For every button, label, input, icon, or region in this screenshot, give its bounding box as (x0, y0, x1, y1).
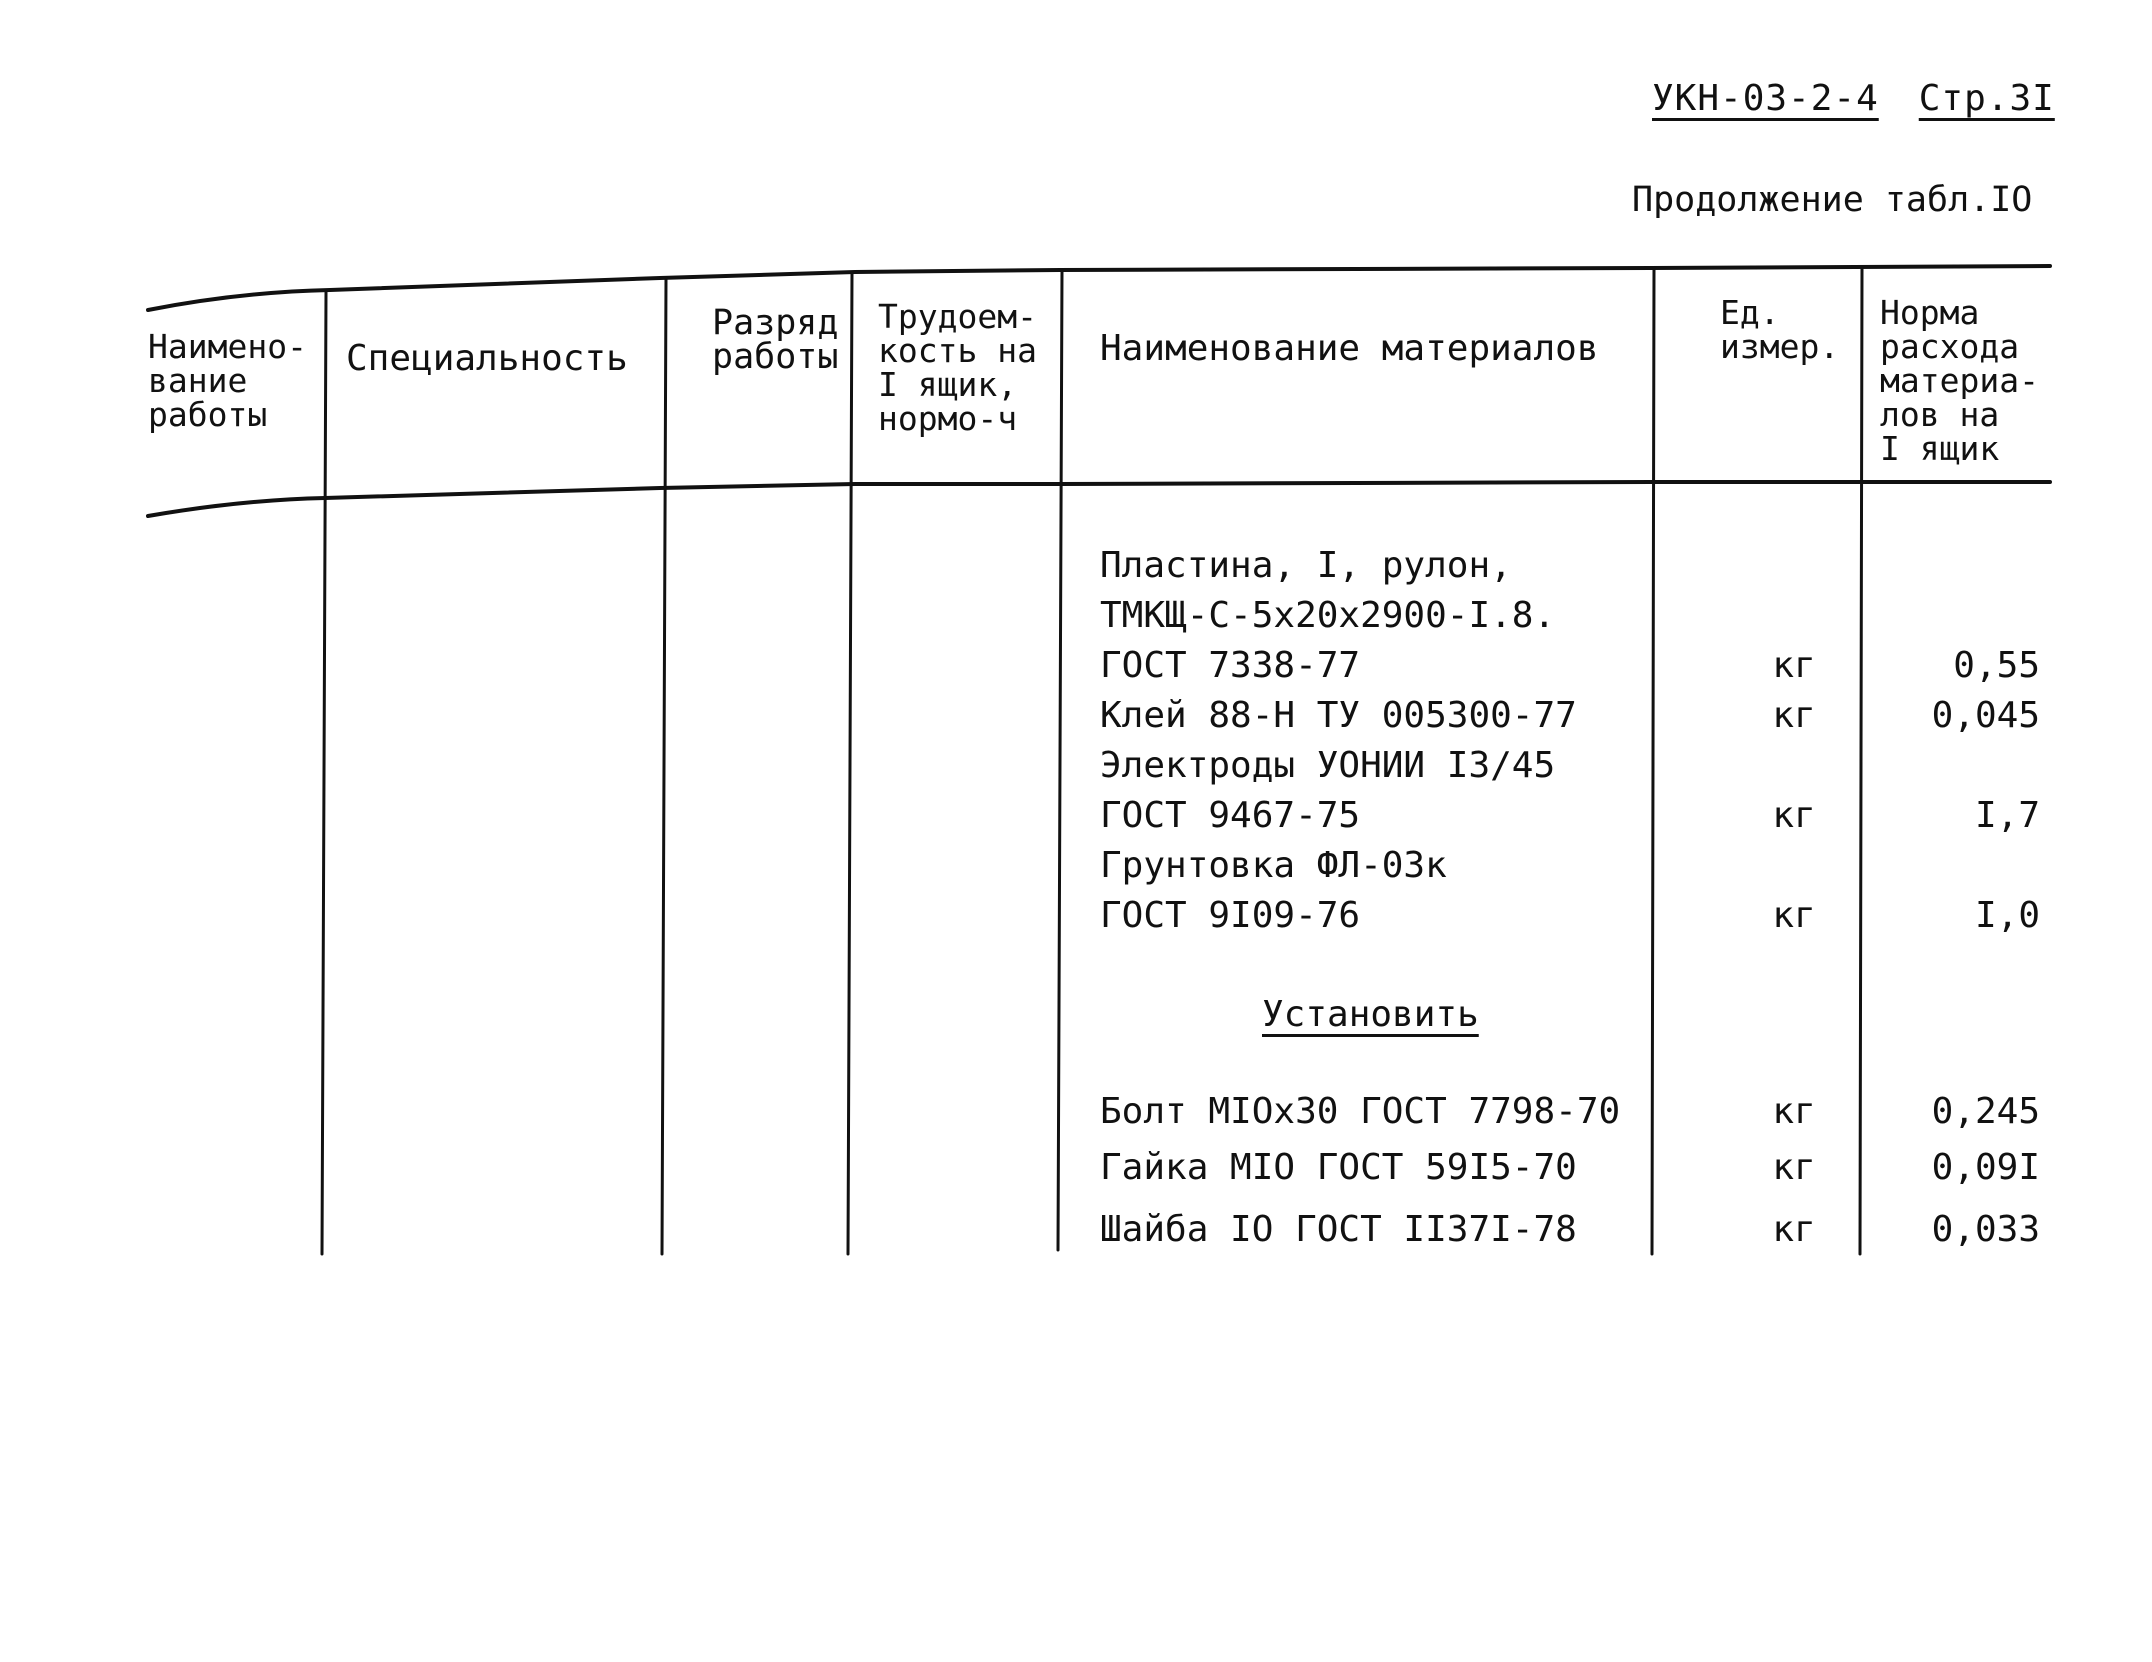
norm-value: 0,245 (1931, 1091, 2040, 1132)
column-header-material: Наименование материалов (1100, 328, 1599, 369)
unit-value: кг (1772, 645, 1816, 686)
norm-value: 0,045 (1931, 695, 2040, 736)
col-rule-1 (322, 292, 326, 1254)
material-name: Шайба IO ГОСТ II37I-78 (1100, 1209, 1577, 1250)
page-number: Стр.3I (1918, 78, 2055, 119)
column-header-norm: Норма расхода материа- лов на I ящик (1880, 293, 2039, 468)
unit-value: кг (1772, 1209, 1816, 1250)
column-header-work-name: Наимено- вание работы (148, 327, 307, 434)
col-rule-4 (1058, 270, 1062, 1250)
section-title: Установить (1262, 994, 1479, 1035)
material-name: ГОСТ 7338-77 (1100, 645, 1361, 686)
norm-value: I,7 (1974, 795, 2040, 836)
unit-value: кг (1772, 895, 1816, 936)
column-header-grade: Разряд работы (712, 303, 839, 377)
header-bottom-rule (148, 482, 2050, 516)
column-header-specialty: Специальность (346, 338, 628, 379)
material-name: Клей 88-Н ТУ 005300-77 (1100, 695, 1577, 736)
col-rule-3 (848, 272, 852, 1254)
material-name: Электроды УОНИИ I3/45 (1100, 745, 1556, 786)
column-header-labor: Трудоем- кость на I ящик, нормо-ч (878, 297, 1037, 438)
material-name: Болт МIOх30 ГОСТ 7798-70 (1100, 1091, 1621, 1132)
material-name: ГОСТ 9467-75 (1100, 795, 1361, 836)
document-code-number: УКН-03-2-4 (1652, 78, 1879, 119)
unit-value: кг (1772, 1147, 1816, 1188)
material-name: Грунтовка ФЛ-03к (1100, 845, 1447, 886)
norm-value: I,0 (1974, 895, 2040, 936)
material-name: ГОСТ 9I09-76 (1100, 895, 1361, 936)
material-name: ТМКЩ-С-5х20х2900-I.8. (1100, 595, 1556, 636)
unit-value: кг (1772, 1091, 1816, 1132)
col-rule-6 (1860, 268, 1862, 1254)
norm-value: 0,033 (1931, 1209, 2040, 1250)
material-name: Пластина, I, рулон, (1100, 545, 1512, 586)
norm-value: 0,09I (1931, 1147, 2040, 1188)
norm-value: 0,55 (1953, 645, 2040, 686)
material-name: Гайка МIO ГОСТ 59I5-70 (1100, 1147, 1577, 1188)
column-header-unit: Ед. измер. (1720, 293, 1840, 366)
table-continuation-label: Продолжение табл.IO (1632, 180, 2033, 220)
col-rule-2 (662, 278, 666, 1254)
unit-value: кг (1772, 695, 1816, 736)
unit-value: кг (1772, 795, 1816, 836)
col-rule-5 (1652, 268, 1654, 1254)
